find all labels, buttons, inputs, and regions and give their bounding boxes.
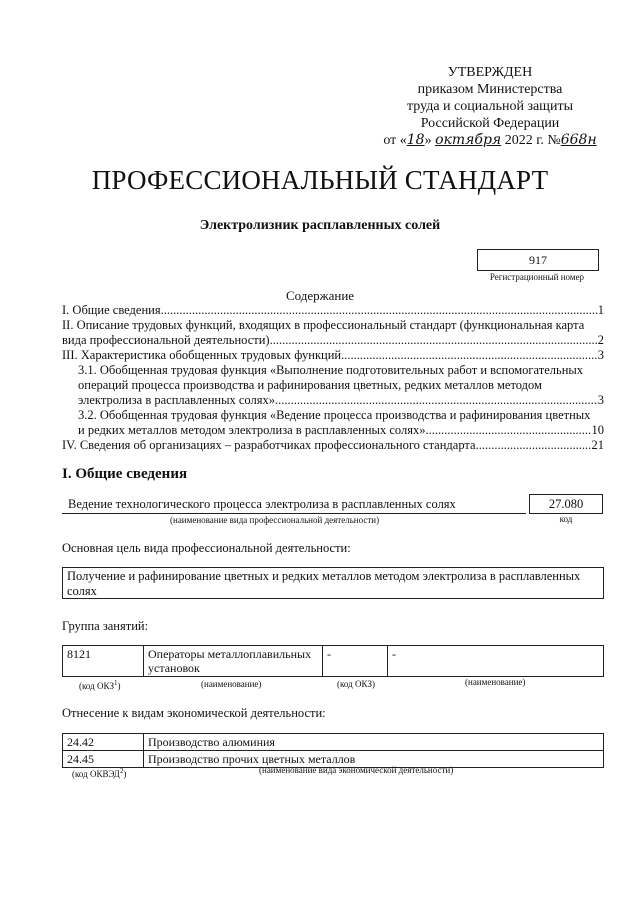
okz-code-2: - [323, 646, 388, 677]
toc-item[interactable]: 3.2. Обобщенная трудовая функция «Ведение процесса производства и рафинирования цветных и редких металлов методом электролиза в расплавленных солях» ..... 10 [62, 408, 604, 438]
okved-code-caption: (код ОКВЭД$^2$) [72, 767, 127, 779]
group-label: Группа занятий: [62, 619, 149, 633]
approval-date: от «18» октября 2022 г. №668н [383, 132, 597, 148]
registration-number-label: Регистрационный номер [489, 272, 585, 282]
activity-name-field: Ведение технологического процесса электролиза в расплавленных солях [62, 497, 526, 514]
toc-item[interactable]: II. Описание трудовых функций, входящих в профессиональный стандарт (функциональная карта вида профессиональной деятельности) ..... 2 [62, 318, 604, 348]
econ-activity-table [62, 733, 604, 768]
okved-name: Производство прочих цветных металлов [144, 751, 604, 768]
okz-name-caption-2: (наименование) [465, 677, 526, 687]
toc-item[interactable]: 3.1. Обобщенная трудовая функция «Выполнение подготовительных работ и вспомогательных операций процесса производства и рафинирования цветных, редких металлов методом электролиза в расплавленных солях» ..... 3 [62, 363, 604, 408]
toc-item[interactable]: IV. Сведения об организациях – разработчиках профессионального стандарта ..... 21 [62, 438, 604, 453]
approval-line-4: Российской Федерации [420, 116, 560, 131]
code-caption: код [559, 514, 573, 524]
approval-line-2: приказом Министерства [417, 82, 563, 97]
okved-code: 24.42 [63, 734, 144, 751]
econ-label: Отнесение к видам экономической деятельности: [62, 706, 326, 720]
okz-name-caption: (наименование) [201, 679, 262, 689]
activity-code-box: 27.080 [529, 494, 603, 514]
approval-line-1: УТВЕРЖДЕН [447, 65, 533, 80]
goal-box: Получение и рафинирование цветных и редких металлов методом электролиза в расплавленных солях [62, 567, 604, 599]
okved-code: 24.45 [63, 751, 144, 768]
toc-heading: Содержание [285, 288, 355, 303]
document-title: ПРОФЕССИОНАЛЬНЫЙ СТАНДАРТ [91, 165, 549, 195]
okz-code-caption: (код ОКЗ$^1$) [79, 679, 121, 691]
table-row [63, 734, 604, 751]
registration-number-box: 917 [477, 249, 599, 271]
okved-name-caption: (наименование вида экономической деятельности) [259, 765, 454, 775]
approval-line-3: труда и социальной защиты [407, 99, 573, 114]
section-heading: I. Общие сведения [62, 466, 188, 482]
okved-name: Производство алюминия [144, 734, 604, 751]
okz-name-2: - [388, 646, 604, 677]
toc-list [62, 303, 604, 453]
date-day: 18 [406, 132, 425, 148]
activity-caption: (наименование вида профессиональной деятельности) [170, 515, 380, 525]
okz-name-1: Операторы металлоплавильных установок [144, 646, 323, 677]
document-subtitle: Электролизник расплавленных солей [199, 218, 441, 233]
goal-label: Основная цель вида профессиональной деятельности: [62, 541, 351, 555]
order-number: 668н [560, 132, 597, 148]
okz-code-caption-2: (код ОКЗ) [337, 679, 375, 689]
okz-code-1: 8121 [63, 646, 144, 677]
approval-block [380, 64, 600, 149]
date-month: октября [435, 132, 502, 148]
occupation-group-table [62, 645, 604, 677]
toc-item[interactable]: I. Общие сведения ..... 1 [62, 303, 604, 318]
toc-item[interactable]: III. Характеристика обобщенных трудовых функций ..... 3 [62, 348, 604, 363]
